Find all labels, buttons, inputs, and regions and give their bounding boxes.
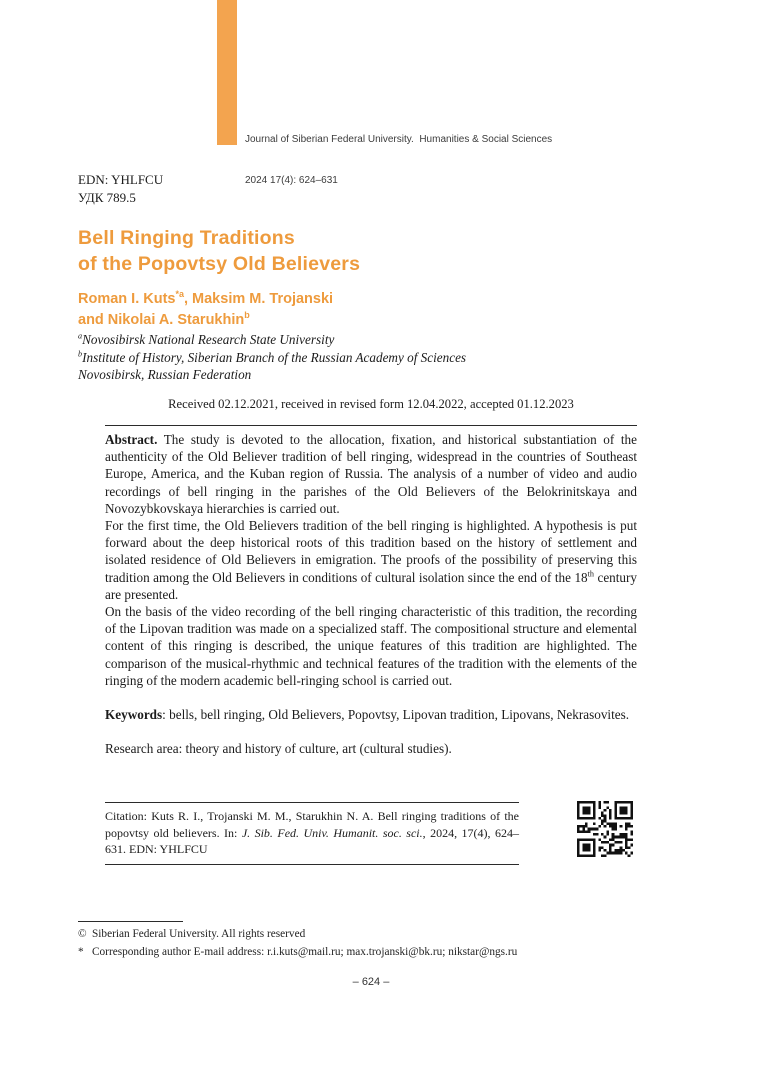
article-title (78, 225, 360, 277)
journal-issue: 2024 17(4): 624–631 (245, 174, 338, 186)
abstract-paragraph-1 (105, 431, 637, 517)
affiliation-item (78, 331, 466, 349)
received-dates: Received 02.12.2021, received in revised form 12.04.2022, accepted 01.12.2023 (168, 397, 574, 411)
abstract-label: Abstract. (105, 432, 158, 447)
corresponding-author-line (78, 944, 517, 962)
abstract-paragraph-3: On the basis of the video recording of the bell ringing characteristic of this tradition, the recording of the Lipovan tradition was made on a specialized staff. The compositional structure and elemental content of this ringing is described, the unique features of this tradition are highlighted. The comparison of the musical-rhythmic and technical features of the tradition with the elements of the ringing of the modern academic bell-ringing school is carried out. (105, 604, 637, 688)
abstract-text: century are presented. (105, 569, 638, 602)
affiliation-text: Institute of History, Siberian Branch of the Russian Academy of Sciences (82, 349, 467, 365)
asterisk-marker: * (78, 945, 84, 958)
author-name: Roman I. Kuts (78, 291, 176, 307)
copyright-symbol: © (78, 928, 87, 940)
journal-header (245, 106, 552, 214)
author-superscript: b (244, 310, 250, 321)
qr-code (576, 801, 634, 857)
citation-text: , 2024, 17(4), 624–631. EDN: YHLFCU (105, 825, 520, 856)
journal-accent-bar (217, 0, 237, 145)
journal-name: Journal of Siberian Federal University. Humanities & Social Sciences (245, 134, 553, 145)
page-footnotes (78, 926, 517, 961)
affiliations (78, 331, 466, 384)
keywords-label: Keywords (105, 707, 163, 723)
citation-text: Citation: Kuts R. I., Trojanski M. M., Starukhin N. A. Bell ringing traditions of the popovtsy old believers. In: (105, 809, 519, 840)
research-area-line: Research area: theory and history of culture, art (cultural studies). (105, 741, 452, 757)
ordinal-superscript: th (587, 569, 594, 579)
footnote-divider (78, 921, 183, 922)
author-line-2 (78, 310, 333, 331)
affiliation-text: Novosibirsk National Research State University (82, 332, 335, 347)
author-name: and Nikolai A. Starukhin (78, 312, 245, 328)
abstract-text: The study is devoted to the allocation, fixation, and historical substantiation of the authenticity of the Old Believer tradition of bell ringing, widespread in the countries of Southeast Europe, America, and the Kuban region of Russia. The analysis of a number of video and audio recordings of bell ringing in the parishes of the Old Believers of the Belokrinitskaya and Novozybkovskaya hierarchies is carried out. (105, 432, 637, 516)
edn-code: EDN: YHLFCU (78, 172, 164, 187)
citation-block (105, 802, 519, 865)
copyright-line (78, 926, 517, 944)
corresponding-author-text: Corresponding author E-mail address: r.i.kuts@mail.ru; max.trojanski@bk.ru; nikstar@ngs.ru (92, 945, 518, 958)
article-title-line2: of the Popovtsy Old Believers (78, 253, 361, 275)
article-title-line1: Bell Ringing Traditions (78, 227, 295, 249)
keywords-text: : bells, bell ringing, Old Believers, Popovtsy, Lipovan tradition, Lipovans, Nekrasovites. (162, 707, 630, 723)
copyright-text: Siberian Federal University. All rights reserved (92, 928, 306, 940)
udk-code: УДК 789.5 (78, 190, 136, 205)
abstract-paragraph-2 (105, 517, 637, 603)
keywords-line (105, 706, 637, 723)
author-superscript: *a (175, 289, 184, 300)
abstract-section (105, 425, 637, 757)
citation-journal-abbrev: J. Sib. Fed. Univ. Humanit. soc. sci. (241, 825, 423, 840)
author-line-1 (78, 289, 333, 310)
affiliation-item (78, 366, 466, 384)
page-number: – 624 – (352, 976, 390, 988)
affiliation-superscript: a (78, 331, 83, 341)
abstract-text: For the first time, the Old Believers tradition of the bell ringing is highlighted. A hypothesis is put forward about the deep historical roots of this tradition based on the history of settlement and isolated residence of Old Believers in emigration. The proofs of the possibility of preserving this tradition among the Old Believers in conditions of cultural isolation since the end of the 18 (105, 518, 637, 585)
affiliation-superscript: b (78, 349, 83, 359)
affiliation-item (78, 349, 466, 367)
affiliation-text: Novosibirsk, Russian Federation (78, 367, 252, 382)
author-list (78, 289, 333, 331)
author-name: , Maksim M. Trojanski (183, 291, 334, 307)
